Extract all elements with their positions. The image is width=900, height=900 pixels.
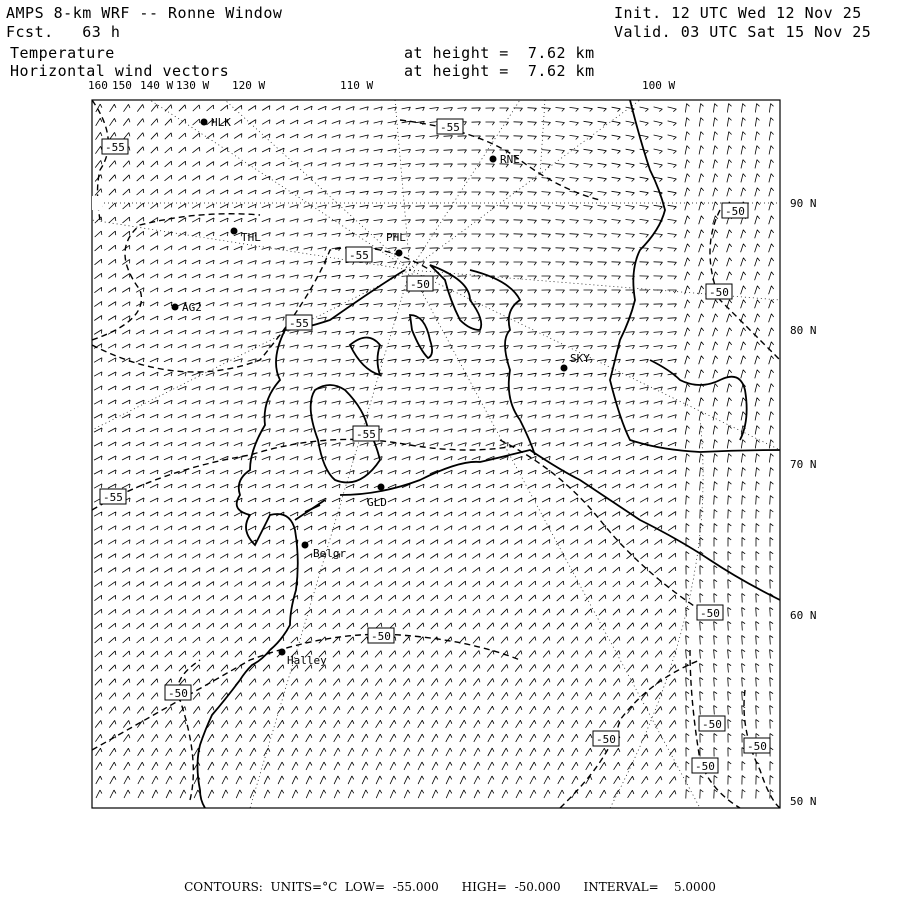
svg-text:-50: -50 — [702, 718, 722, 731]
lon-label-100w: 100 W — [642, 79, 676, 92]
svg-text:-50: -50 — [410, 278, 430, 291]
station-label-ag2: AG2 — [182, 301, 202, 314]
station-sky — [561, 352, 591, 372]
station-label-thl: THL — [241, 231, 261, 244]
svg-text:-55: -55 — [440, 121, 460, 134]
init-time: Init. 12 UTC Wed 12 Nov 25 — [614, 4, 862, 22]
svg-text:-50: -50 — [371, 630, 391, 643]
lat-label-50n: 50 N — [790, 795, 817, 808]
station-label-belgr: Belgr — [313, 547, 347, 560]
contour-label — [100, 489, 126, 504]
contour-label — [697, 605, 723, 620]
station-label-sky: SKY — [570, 352, 590, 365]
svg-text:-55: -55 — [105, 141, 125, 154]
station-ag2 — [172, 301, 202, 314]
contour-label — [692, 758, 718, 773]
station-thl — [231, 228, 262, 245]
lon-label-130w: 130 W — [176, 79, 210, 92]
wind-vector-field — [94, 104, 774, 799]
latitude-labels — [790, 197, 817, 808]
lon-label-150: 150 — [112, 79, 132, 92]
contour-label — [437, 119, 463, 134]
contour-label — [346, 247, 372, 262]
station-gld — [367, 484, 387, 510]
lon-label-110w: 110 W — [340, 79, 374, 92]
contour-label — [286, 315, 312, 330]
height-label-2: at height = 7.62 km — [404, 62, 595, 80]
contour-label — [722, 203, 748, 218]
svg-text:-50: -50 — [725, 205, 745, 218]
field-temperature-label: Temperature — [10, 44, 115, 62]
svg-text:-50: -50 — [168, 687, 188, 700]
contour-label — [165, 685, 191, 700]
contour-label — [706, 284, 732, 299]
lat-label-80n: 80 N — [790, 324, 817, 337]
contour-label — [102, 139, 128, 154]
station-belgr — [302, 542, 347, 561]
svg-text:-50: -50 — [709, 286, 729, 299]
lon-label-160: 160 — [88, 79, 108, 92]
field-wind-label: Horizontal wind vectors — [10, 62, 230, 80]
contour-label — [407, 276, 433, 291]
station-label-phl: PHL — [386, 231, 406, 244]
station-halley — [279, 649, 328, 668]
contour-label — [593, 731, 619, 746]
lat-label-70n: 70 N — [790, 458, 817, 471]
station-label-halley: Halley — [287, 654, 327, 667]
svg-text:-55: -55 — [103, 491, 123, 504]
contour-label — [368, 628, 394, 643]
map-title: AMPS 8-km WRF -- Ronne Window — [6, 4, 283, 22]
contour-label — [744, 738, 770, 753]
wind-barbs — [94, 104, 774, 799]
svg-text:-55: -55 — [356, 428, 376, 441]
station-hlk — [201, 116, 232, 129]
svg-text:-50: -50 — [596, 733, 616, 746]
svg-text:-50: -50 — [700, 607, 720, 620]
lon-label-140w: 140 W — [140, 79, 174, 92]
forecast-hour: Fcst. 63 h — [6, 23, 121, 41]
contour-legend: CONTOURS: UNITS=°C LOW= -55.000 HIGH= -50.000 INTERVAL= 5.0000 — [184, 880, 716, 894]
svg-text:-55: -55 — [289, 317, 309, 330]
stations — [172, 116, 591, 667]
lat-label-90n: 90 N — [790, 197, 817, 210]
lon-label-120w: 120 W — [232, 79, 266, 92]
station-label-hlk: HLK — [211, 116, 231, 129]
lat-label-60n: 60 N — [790, 609, 817, 622]
svg-text:-50: -50 — [695, 760, 715, 773]
station-label-gld: GLD — [367, 496, 387, 509]
svg-text:-50: -50 — [747, 740, 767, 753]
contour-label — [92, 196, 102, 210]
contour-label — [699, 716, 725, 731]
longitude-labels — [88, 79, 675, 92]
station-label-rne: RNE — [500, 153, 520, 166]
svg-text:-55: -55 — [349, 249, 369, 262]
height-label-1: at height = 7.62 km — [404, 44, 595, 62]
contour-label — [353, 426, 379, 441]
valid-time: Valid. 03 UTC Sat 15 Nov 25 — [614, 23, 872, 41]
